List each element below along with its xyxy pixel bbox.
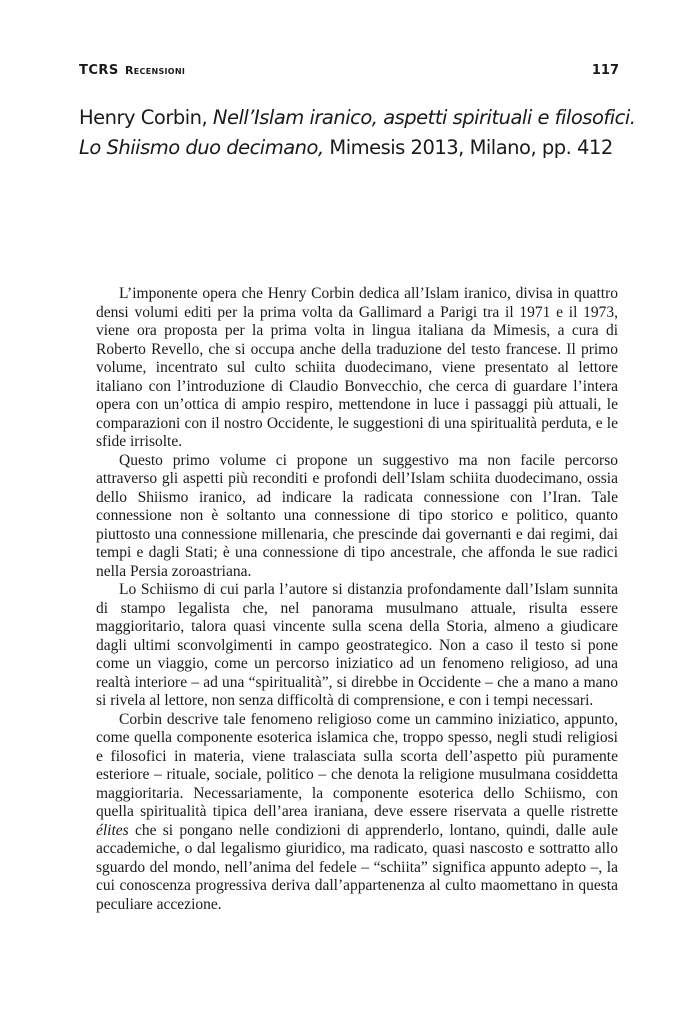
paragraph bbox=[96, 711, 618, 915]
paragraph-text: Corbin descrive tale fenomeno religioso come un cammino iniziatico, appunto, come quella componente esoterica islamica che, troppo spesso, negli studi religiosi e filosofici in materia, viene tralasciata sulla scorta dell’aspetto più puramente esteriore – rituale, sociale, politico – che denota la religione musulmana cosiddetta maggioritaria. Necessariamente, la componente esoterica dello Schiismo, con quella spiritualità tipica dell’area iraniana, deve essere riservata a quelle ristrette bbox=[96, 710, 618, 820]
review-heading bbox=[79, 103, 639, 163]
page-number: 117 bbox=[591, 63, 619, 78]
section-label: Recensioni bbox=[125, 64, 186, 77]
journal-abbreviation: TCRS bbox=[79, 63, 119, 78]
paragraph: Lo Schiismo di cui parla l’autore si distanzia profondamente dall’Islam sunnita di stampo legalista che, nel panorama musulmano attuale, risulta essere maggioritario, talora quasi vincente sulla scena della Storia, almeno a giudicare dagli ultimi sconvolgimenti in campo geostrategico. Non a caso il testo si pone come un viaggio, come un percorso iniziatico ad un fenomeno religioso, ad una realtà interiore – ad una “spiritualità”, si direbbe in Occidente – che a mano a mano si rivela al lettore, non senza difficoltà di comprensione, e con i tempi necessari. bbox=[96, 581, 618, 709]
paragraph: L’imponente opera che Henry Corbin dedica all’Islam iranico, divisa in quattro densi volumi editi per la prima volta da Gallimard a Parigi tra il 1971 e il 1973, viene ora proposta per la prima volta in lingua italiana da Mimesis, a cura di Roberto Revello, che si occupa anche della traduzione del testo francese. Il primo volume, incentrato sul culto schiita duodecimano, viene presentato al lettore italiano con l’introduzione di Claudio Bonvecchio, che cerca di guardare l’intera opera con un’ottica di ampio respiro, mettendone in luce i passaggi più attuali, le comparazioni con il nostro Occidente, le suggestioni di una spiritualità perduta, e le sfide irrisolte. bbox=[96, 285, 618, 450]
paragraph-text: che si pongano nelle condizioni di apprenderlo, lontano, quindi, dalle aule accademiche, o dal legalismo giuridico, ma radicato, quasi nascosto e sottratto allo sguardo del mondo, nell’anima del fedele – “schiita” significa appunto adepto –, la cui conoscenza progressiva deriva dall’appartenenza al culto maomettano in questa peculiare accezione. bbox=[96, 821, 618, 913]
paragraph: Questo primo volume ci propone un suggestivo ma non facile percorso attraverso gli aspetti più reconditi e profondi dell’Islam schiita duodecimano, ossia dello Shiismo iranico, ad indicare la radicata connessione con l’Iran. Tale connessione non è soltanto una connessione di tipo storico e politico, quanto piuttosto una connessione millenaria, che prescinde dai governanti e dai regimi, dai tempi e dagli Stati; è una connessione di tipo ancestrale, che affonda le sue radici nella Persia zoroastriana. bbox=[96, 451, 618, 580]
book-author: Henry Corbin, bbox=[79, 106, 213, 129]
review-body bbox=[96, 285, 618, 914]
book-title: Nell’Islam iranico, aspetti spirituali e filosofici. Lo Shiismo duo decimano, bbox=[79, 106, 636, 159]
running-head bbox=[79, 63, 619, 83]
publication-details: Mimesis 2013, Milano, pp. 412 bbox=[323, 136, 613, 159]
emphasized-term: élites bbox=[96, 821, 129, 839]
